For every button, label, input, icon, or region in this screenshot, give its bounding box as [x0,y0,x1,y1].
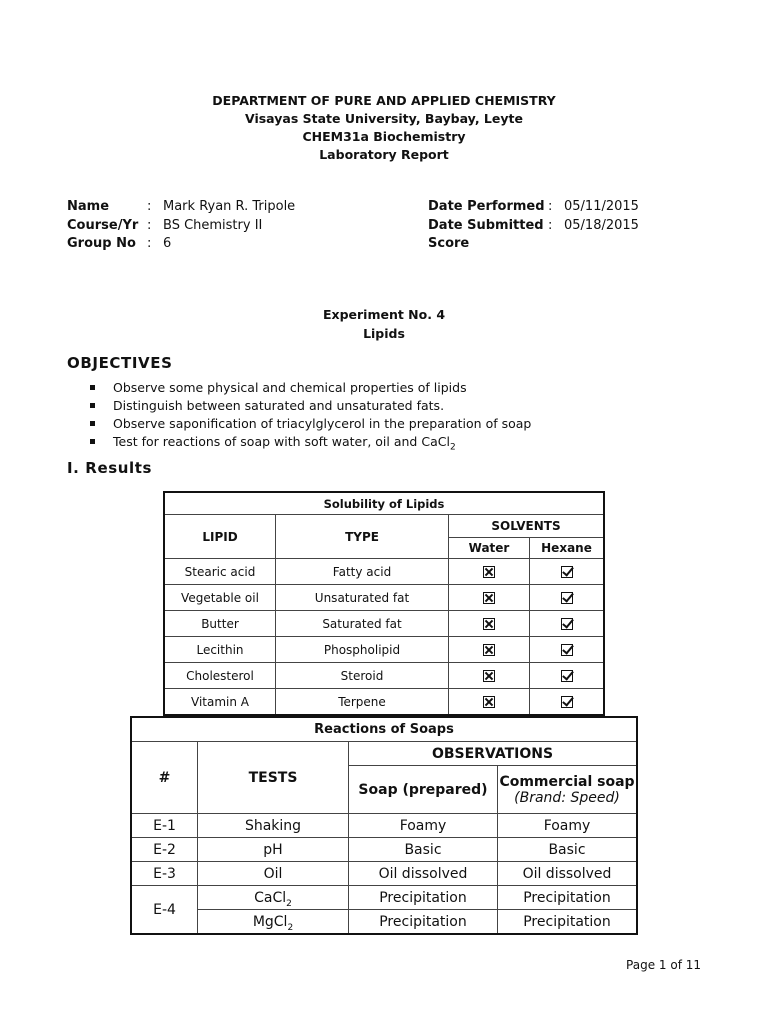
list-item: Test for reactions of soap with soft water, oil and CaCl$_2$ [90,433,531,451]
objectives-title: OBJECTIVES [67,354,173,372]
report-type: Laboratory Report [319,147,449,162]
info-label: Name [67,199,110,214]
column-header: SOLVENTS [449,515,605,538]
course-code: CHEM31a Biochemistry [302,129,466,144]
info-value: 6 [163,236,172,251]
info-value: BS Chemistry II [163,217,263,233]
table-caption: Solubility of Lipids [164,492,604,515]
info-value: 05/18/2015 [564,217,639,233]
checked-box-icon [561,696,573,708]
table-row: Butter Saturated fat [164,611,604,637]
table-row: E-4 CaCl$_2$ Precipitation Precipitation [131,886,637,910]
info-value: 05/11/2015 [564,199,639,214]
column-header: Hexane [530,538,605,559]
table-row: Lecithin Phospholipid [164,637,604,663]
table-row: Stearic acid Fatty acid [164,559,604,585]
university-name: Visayas State University, Baybay, Leyte [245,111,523,126]
table-row: Vitamin A Terpene [164,689,604,716]
department-name: DEPARTMENT OF PURE AND APPLIED CHEMISTRY [212,93,556,108]
info-row-score [428,235,639,254]
experiment-number: Experiment No. 4 [322,307,446,322]
checked-box-icon [561,592,573,604]
brand-note: (Brand: Speed) [514,789,620,806]
solubility-table [163,491,605,716]
student-info [67,198,295,254]
column-header: Commercial soap (Brand: Speed) [498,766,638,814]
table-caption: Reactions of Soaps [131,717,637,742]
column-header: Soap (prepared) [349,766,498,814]
checked-box-icon [561,670,573,682]
info-label: Score [428,236,470,251]
column-header: OBSERVATIONS [349,742,638,766]
table-row: MgCl$_2$ Precipitation Precipitation [131,910,637,935]
column-header: TESTS [198,742,349,814]
table-row: Vegetable oil Unsaturated fat [164,585,604,611]
date-info [428,198,639,254]
crossed-box-icon [483,696,495,708]
crossed-box-icon [483,644,495,656]
info-value: Mark Ryan R. Tripole [163,199,296,214]
table-row: Cholesterol Steroid [164,663,604,689]
info-label: Course/Yr [67,217,139,233]
column-header: LIPID [164,515,276,559]
table-row: E-3 Oil Oil dissolved Oil dissolved [131,862,637,886]
info-row-name: Name : Mark Ryan R. Tripole [67,198,295,217]
list-item: Observe some physical and chemical properties of lipids [90,379,531,397]
column-header: # [131,742,198,814]
info-row-date-performed: Date Performed : 05/11/2015 [428,198,639,217]
checked-box-icon [561,566,573,578]
crossed-box-icon [483,618,495,630]
experiment-heading [0,305,768,343]
list-item: Distinguish between saturated and unsaturated fats. [90,397,531,415]
page-number: Page 1 of 11 [626,958,701,972]
info-label: Date Submitted [428,217,544,233]
crossed-box-icon [483,592,495,604]
column-header: TYPE [276,515,449,559]
checked-box-icon [561,618,573,630]
results-title: I. Results [67,459,153,477]
column-header: Water [449,538,530,559]
checked-box-icon [561,644,573,656]
info-label: Group No [67,236,136,251]
info-row-date-submitted: Date Submitted : 05/18/2015 [428,217,639,236]
objectives-list [90,379,531,451]
table-row: E-2 pH Basic Basic [131,838,637,862]
info-label: Date Performed [428,199,545,214]
list-item: Observe saponification of triacylglycerol in the preparation of soap [90,415,531,433]
soap-reactions-table [130,716,638,935]
document-header [0,92,768,164]
info-row-group: Group No : 6 [67,235,295,254]
crossed-box-icon [483,566,495,578]
info-row-course: Course/Yr : BS Chemistry II [67,217,295,236]
crossed-box-icon [483,670,495,682]
table-row: E-1 Shaking Foamy Foamy [131,814,637,838]
experiment-title: Lipids [363,326,405,341]
